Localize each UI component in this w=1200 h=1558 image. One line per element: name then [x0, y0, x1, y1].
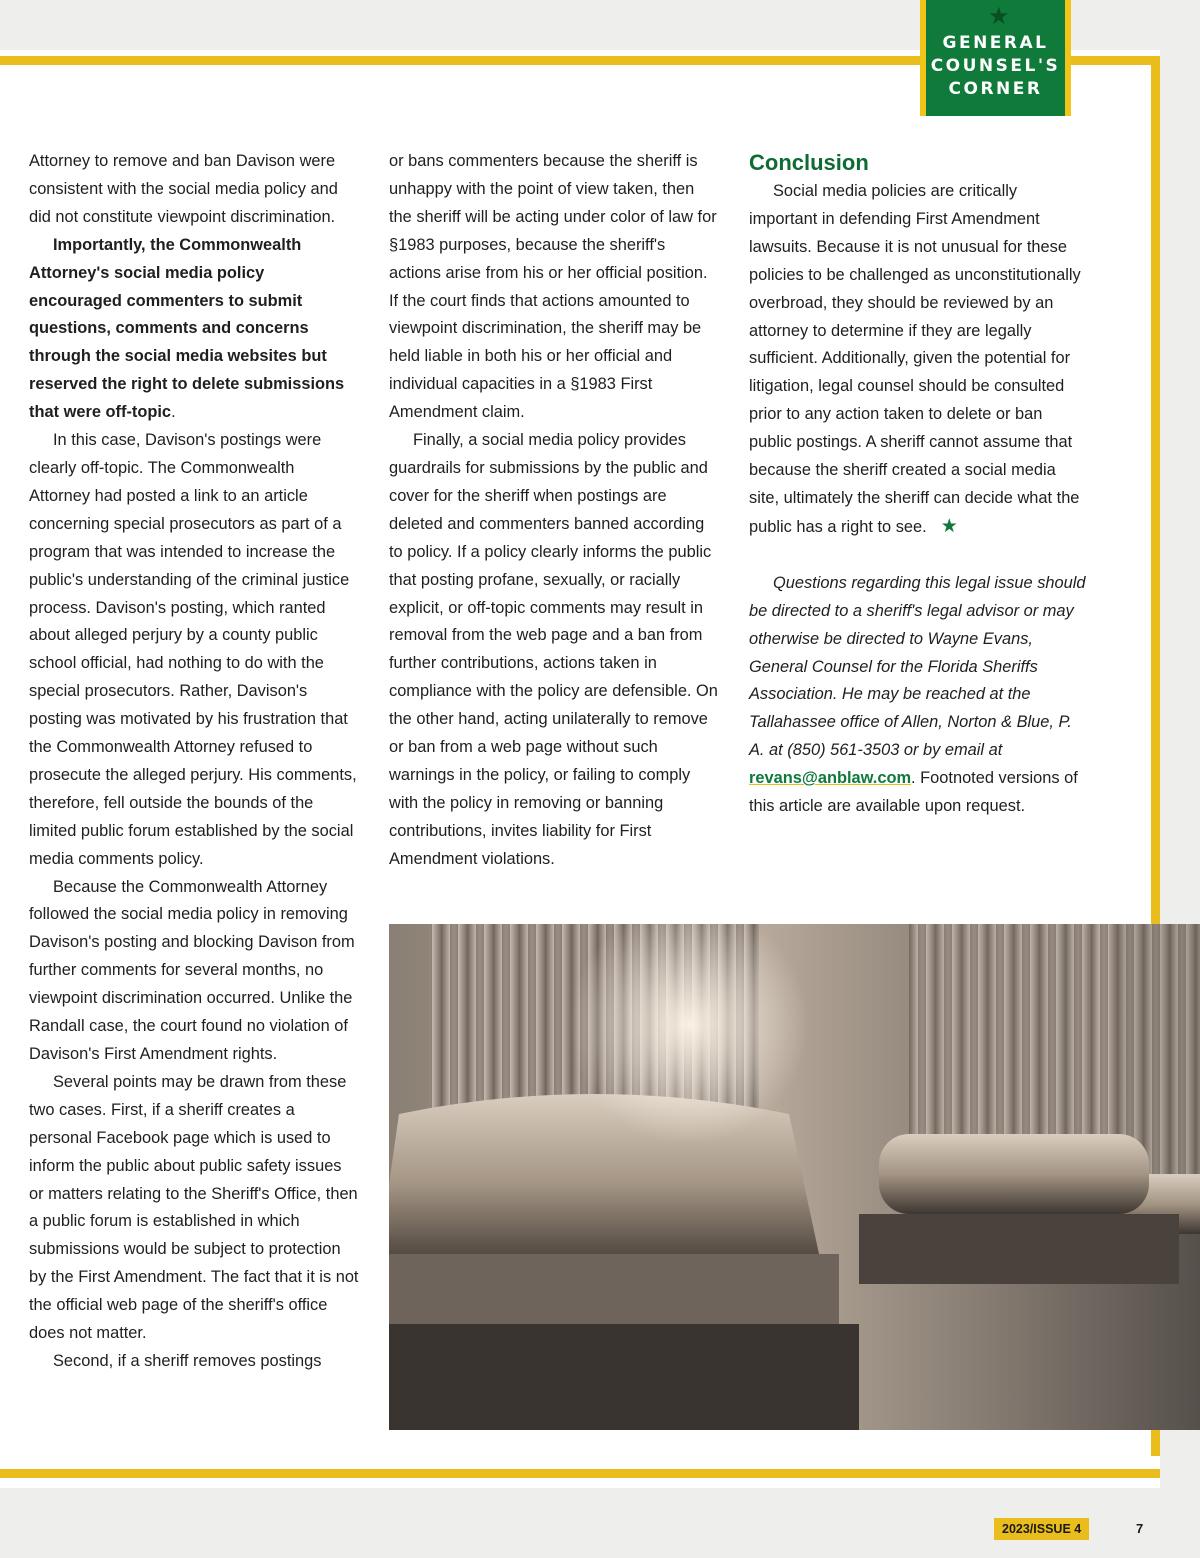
end-of-article-star-icon: ★ [940, 515, 958, 537]
paragraph: Several points may be drawn from these two cases. First, if a sheriff creates a personal Facebook page which is used to inform the public about public safety issues or matters relating to the Sheriff's Office, then a public forum is established in which submissions would be subject to protection by the First Amendment. The fact that it is not the official web page of the sheriff's office does not matter. [29, 1072, 359, 1343]
frame-bottom-bar [0, 1469, 1160, 1478]
paragraph: or bans commenters because the sheriff is unhappy with the point of view taken, then the sheriff will be acting under color of law for §1983 purposes, because the sheriff's actions arise from his or her official position. If the court finds that actions amounted to viewpoint discrimination, the sheriff may be held liable in both his or her official and individual capacities in a §1983 First Amendment claim. [389, 152, 717, 422]
paragraph: In this case, Davison's postings were clearly off-topic. The Commonwealth Attorney had posted a link to an article concerning special prosecutors as part of a program that was intended to increase the public's understanding of the criminal justice process. Davison's posting, which ranted about alleged perjury by a county public school official, had nothing to do with the special prosecutors. Rather, Davison's posting was motivated by his frustration that the Commonwealth Attorney refused to prosecute the alleged perjury. His comments, therefore, fell outside the bounds of the limited public forum established by the social media comments policy. [29, 431, 357, 868]
page-number: 7 [1136, 1521, 1144, 1536]
section-tab-label: GENERAL COUNSEL'S CORNER [930, 33, 1061, 99]
paragraph: Attorney to remove and ban Davison were consistent with the social media policy and did not constitute viewpoint discrimination. [29, 152, 338, 226]
email-link[interactable]: revans@anblaw.com [749, 769, 912, 788]
author-note-italic: Questions regarding this legal issue should be directed to a sheriff's legal advisor or may otherwise be directed to Wayne Evans, General Counsel for the Florida Sheriffs Association. He may be reached at the Tallahassee office of Allen, Norton & Blue, P. A. at (850) 561-3503 or by email at [749, 573, 1086, 760]
article-column-3 [749, 148, 1089, 821]
conclusion-heading: Conclusion [749, 150, 869, 175]
section-tab [920, 0, 1071, 116]
paragraph: Finally, a social media policy provides guardrails for submissions by the public and cover for the sheriff when postings are deleted and commenters banned according to policy. If a policy clearly informs the public that posting profane, sexually, or racially explicit, or off-topic comments may result in removal from the web page and a ban from further contributions, actions taken in compliance with the policy are defensible. On the other hand, acting unilaterally to remove or ban from a web page without such warnings in the policy, or failing to comply with the policy in removing or banning contributions, invites liability for First Amendment violations. [389, 431, 718, 868]
article-column-2 [389, 148, 719, 874]
article-column-1 [29, 148, 359, 1376]
paragraph-text: Social media policies are critically important in defending First Amendment lawsuits. Because it is not unusual for these policies to be challenged as unconstitutionally overbroad, they should be reviewed by an attorney to determine if they are legally sufficient. Additionally, given the potential for litigation, legal counsel should be consulted prior to any action taken to delete or ban public postings. A sheriff cannot assume that because the sheriff created a social media site, ultimately the sheriff can decide what the public has a right to see. [749, 182, 1081, 536]
paragraph: Second, if a sheriff removes postings [53, 1351, 322, 1370]
author-note [749, 570, 1089, 821]
issue-badge: 2023/ISSUE 4 [994, 1518, 1089, 1540]
star-icon: ★ [988, 3, 1010, 30]
frame-corner-bar [1070, 56, 1160, 65]
bold-text: Importantly, the Commonwealth Attorney's social media policy encouraged commenters to submit questions, comments and concerns through the social media websites but reserved the right to delete submissions that were off-topic [29, 235, 345, 422]
frame-top-bar [0, 56, 920, 65]
paragraph-emphasis [29, 232, 359, 427]
conclusion-paragraph [749, 178, 1089, 542]
author-note-end: . Footnoted versions of this article are available upon request. [749, 769, 1078, 816]
paragraph: Because the Commonwealth Attorney followed the social media policy in removing Davison's posting and blocking Davison from further comments for several months, no viewpoint discrimination occurred. Unlike the Randall case, the court found no violation of Davison's First Amendment rights. [29, 877, 355, 1063]
punctuation: . [171, 403, 176, 422]
courthouse-columns-photo [389, 924, 1200, 1430]
